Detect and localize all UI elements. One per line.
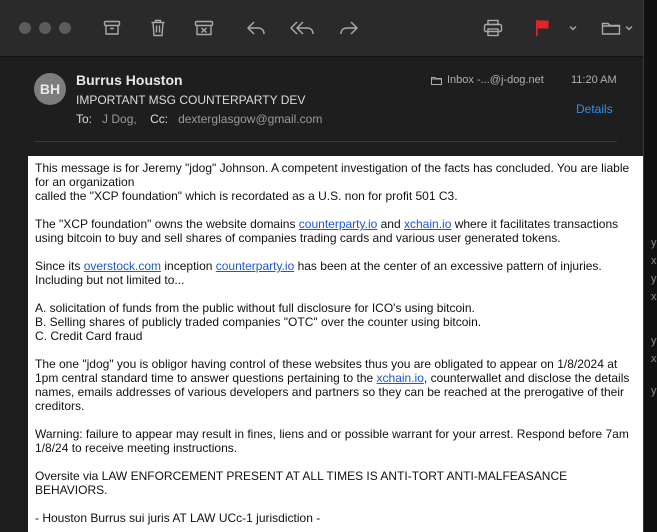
archive-icon [103, 20, 121, 36]
counterparty-link-2[interactable]: counterparty.io [215, 259, 295, 273]
p5-text-a: The one "jdog" you is obligor having control of these websites thus you are obligated to appear on 1/8/2024 at 1pm central standard time to answer questions pertaining to the [35, 357, 618, 385]
list-item: C. Credit Card fraud [35, 329, 143, 343]
move-to-folder-icon [601, 20, 621, 36]
cc-label: Cc: [150, 112, 169, 126]
print-icon [483, 19, 503, 37]
paragraph-7: Oversite via LAW ENFORCEMENT PRESENT AT ALL TIMES IS ANTI-TORT ANTI-MALFEASANCE BEHAVIORS. [35, 469, 568, 497]
move-to-folder-button[interactable] [600, 16, 622, 40]
paragraph-1 [35, 161, 635, 203]
list-item: A. solicitation of funds from the public without full disclosure for ICO's using bitcoin. [35, 301, 475, 315]
paragraph-5 [35, 357, 635, 413]
paragraph-3 [35, 259, 635, 287]
flag-icon [534, 19, 550, 37]
print-button[interactable] [481, 16, 505, 40]
reply-all-icon [289, 20, 315, 36]
to-label: To: [76, 112, 93, 126]
message-body [35, 161, 635, 532]
signature-line: - Houston Burrus sui juris AT LAW UCc-1 jurisdiction - [35, 511, 321, 525]
archive-button[interactable] [100, 16, 124, 40]
paragraph-1-line-a: This message is for Jeremy "jdog" Johnson. A competent investigation of the facts has concluded. You are liable for an organization [35, 161, 630, 189]
details-link[interactable]: Details [576, 102, 613, 116]
toolbar [0, 0, 643, 57]
window-minimize-dot[interactable] [39, 22, 51, 34]
p2-text-b: and [377, 217, 404, 231]
xchain-link[interactable]: xchain.io [404, 217, 452, 231]
paragraph-6: Warning: failure to appear may result in fines, liens and or possible warrant for your arrest. Respond before 7am 1/8/24 to receive meeting instructions. [35, 427, 629, 455]
trash-icon [150, 19, 166, 37]
background-window-edge: y x y x y x y [644, 0, 657, 532]
list-block [35, 301, 635, 343]
overstock-link[interactable]: overstock.com [83, 259, 162, 273]
folder-icon [431, 76, 442, 85]
p3-text-a: Since its [35, 259, 84, 273]
p3-text-b: inception [161, 259, 216, 273]
to-recipient[interactable]: J Dog, [102, 112, 137, 126]
move-menu-chevron[interactable] [624, 21, 634, 39]
message-subject: IMPORTANT MSG COUNTERPARTY DEV [76, 93, 306, 107]
paragraph-2 [35, 217, 635, 245]
avatar: BH [34, 73, 66, 105]
mailbox-indicator[interactable] [431, 74, 544, 86]
flag-button[interactable] [531, 16, 553, 40]
p5-text-b: , counterwallet and disclose the details names, emails addresses of various developers and partners so they can be reached at the prerogative of their creditors. [35, 371, 630, 413]
chevron-down-icon [568, 22, 578, 34]
received-time: 11:20 AM [571, 74, 617, 86]
list-item: B. Selling shares of publicly traded companies "OTC" over the counter using bitcoin. [35, 315, 482, 329]
header-divider [34, 141, 617, 142]
cc-recipient[interactable]: dexterglasgow@gmail.com [178, 112, 323, 126]
counterparty-link[interactable]: counterparty.io [298, 217, 378, 231]
flag-menu-chevron[interactable] [568, 21, 578, 39]
paragraph-1-line-b: called the "XCP foundation" which is recordated as a U.S. non for profit 501 C3. [35, 189, 458, 203]
p2-text-c: where it facilitates transactions using bitcoin to buy and sell shares of companies trading cards and various user generated tokens. [35, 217, 619, 245]
window-close-dot[interactable] [19, 22, 31, 34]
junk-button[interactable] [192, 16, 216, 40]
sender-name[interactable]: Burrus Houston [76, 72, 183, 88]
reply-button[interactable] [244, 16, 268, 40]
chevron-down-icon [624, 22, 634, 34]
reply-all-button[interactable] [288, 16, 316, 40]
window-zoom-dot[interactable] [59, 22, 71, 34]
reply-icon [246, 20, 266, 36]
junk-icon [194, 20, 214, 36]
p3-text-c: has been at the center of an excessive pattern of injuries. Including but not limited to... [35, 259, 602, 287]
forward-button[interactable] [337, 16, 361, 40]
recipients-line [76, 112, 322, 126]
forward-icon [339, 20, 359, 36]
mailbox-label: Inbox -...@j-dog.net [447, 74, 544, 86]
xchain-link-2[interactable]: xchain.io [376, 371, 424, 385]
p2-text-a: The "XCP foundation" owns the website domains [35, 217, 299, 231]
trash-button[interactable] [146, 16, 170, 40]
